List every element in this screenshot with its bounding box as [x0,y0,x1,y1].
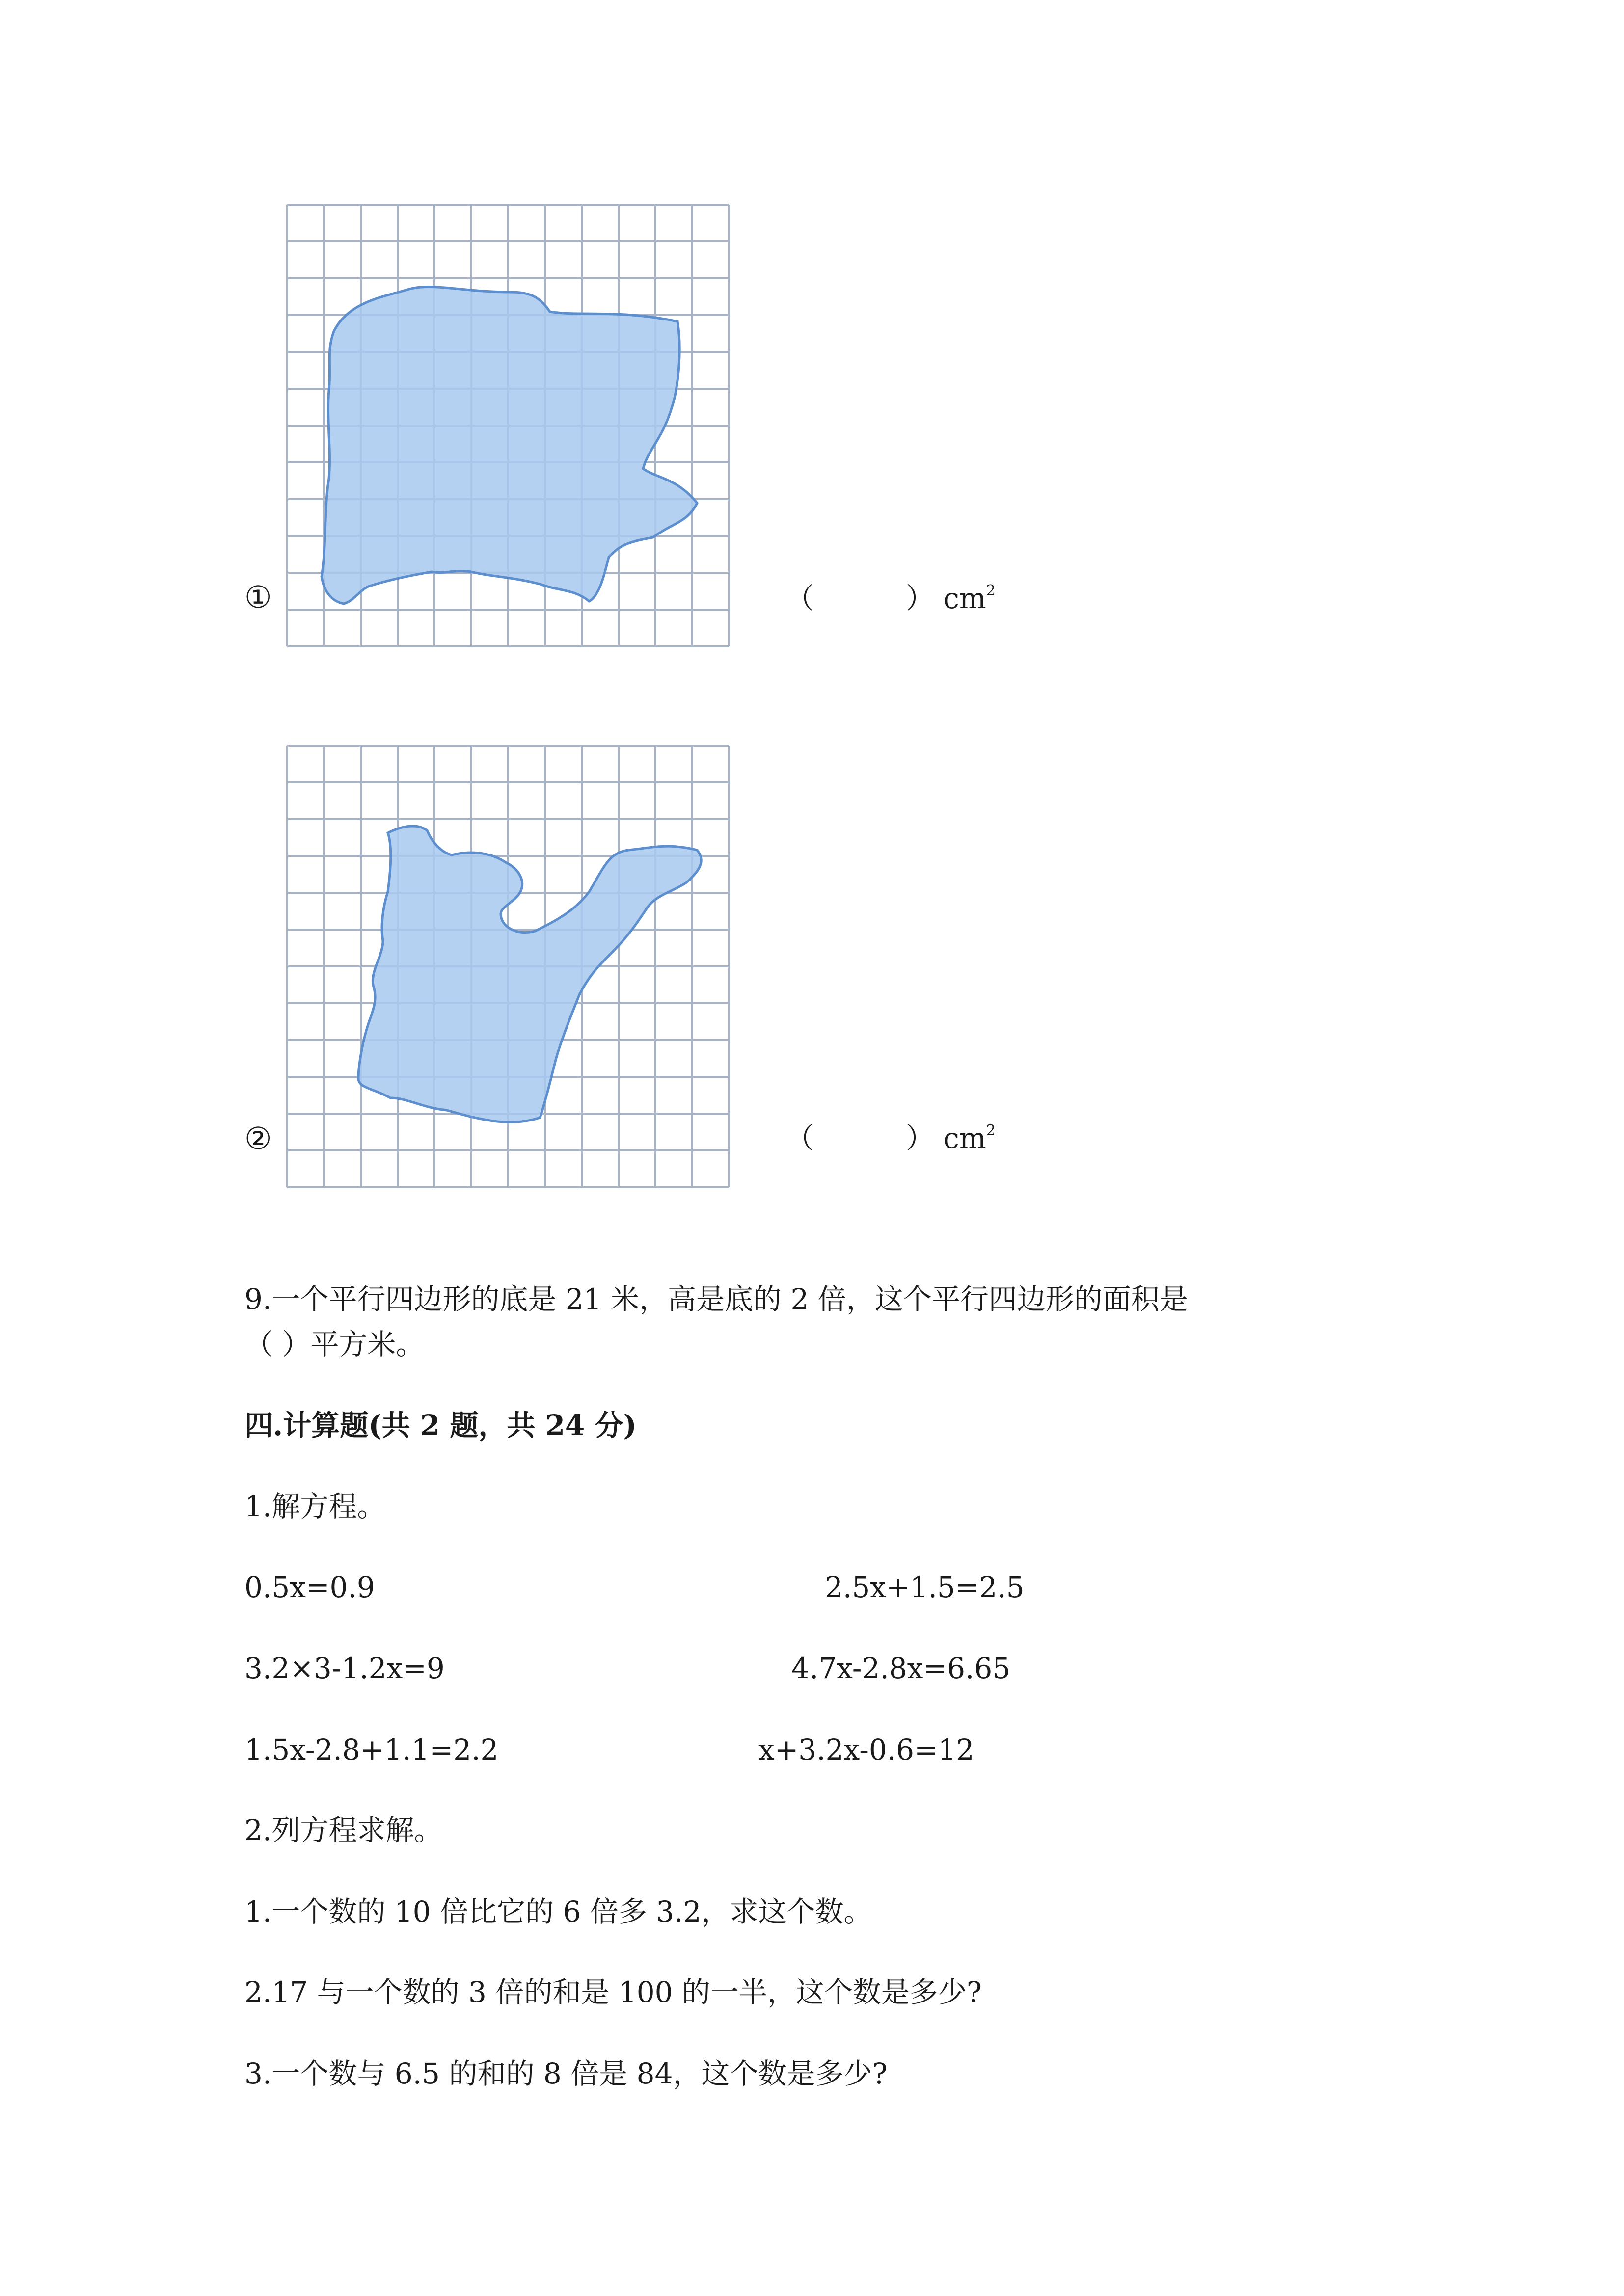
answer-paren-close: ） [905,582,934,615]
section-4-q2-title: 2.列方程求解。 [244,1814,443,1847]
irregular-shape-1 [322,287,697,604]
equation-3: 3.2×3-1.2x=9 [244,1652,445,1685]
equation-5: 1.5x-2.8+1.1=2.2 [244,1733,499,1766]
equation-4: 4.7x-2.8x=6.65 [791,1652,1011,1685]
figure-2-label: ② [244,1121,272,1156]
equation-1: 0.5x=0.9 [244,1571,375,1604]
answer-paren-open: （ [785,1121,814,1155]
section-4-q1-title: 1.解方程。 [244,1490,386,1523]
question-9-line-1: 9.一个平行四边形的底是 21 米，高是底的 2 倍，这个平行四边形的面积是 [244,1282,1188,1316]
question-9-line-2: （ ）平方米。 [244,1328,425,1361]
word-problem-3: 3.一个数与 6.5 的和的 8 倍是 84，这个数是多少? [244,2057,888,2090]
word-problem-2: 2.17 与一个数的 3 倍的和是 100 的一半，这个数是多少? [244,1976,982,2009]
unit-superscript: 2 [986,1122,996,1139]
word-problem-1: 1.一个数的 10 倍比它的 6 倍多 3.2，求这个数。 [244,1895,872,1928]
figure-2-answer [785,1121,996,1155]
figure-1-label: ① [244,579,272,615]
section-4-title: 四.计算题(共 2 题，共 24 分) [244,1409,637,1442]
grid-figure-2 [285,745,731,1189]
figure-1-answer [785,584,996,613]
answer-paren-open: （ [785,582,814,615]
unit: cm [943,1121,986,1155]
equation-2: 2.5x+1.5=2.5 [825,1571,1025,1604]
unit: cm [943,582,986,615]
equation-6: x+3.2x-0.6=12 [758,1733,974,1766]
unit-superscript: 2 [986,582,996,599]
answer-paren-close: ） [905,1121,934,1155]
grid-figure-1 [285,204,731,648]
